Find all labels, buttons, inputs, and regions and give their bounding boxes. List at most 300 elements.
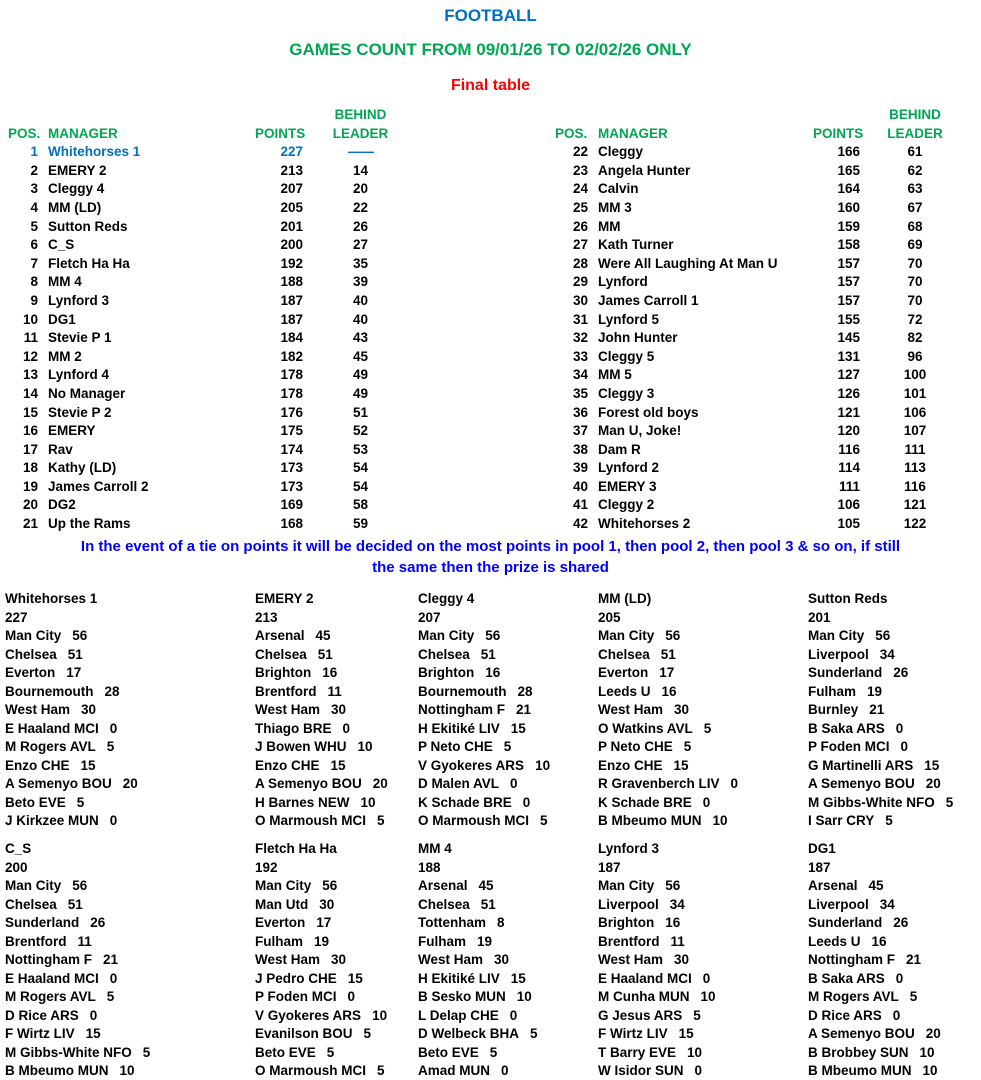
table-row [8,255,418,274]
breakdown-entry-value: 10 [687,1044,703,1060]
breakdown-entry-label: V Gyokeres ARS [255,1007,362,1023]
breakdown-entry-label: F Wirtz LIV [598,1026,668,1041]
breakdown-entry-label: K Schade BRE [418,794,512,810]
position-cell: 34 [572,367,588,383]
breakdown-entry-value: 11 [77,933,92,949]
breakdown-entry [808,1062,981,1080]
breakdown-entry [5,970,250,989]
manager-cell: Sutton Reds [48,218,128,234]
position-cell: 17 [22,441,38,457]
breakdown-entry-label: B Brobbey SUN [808,1044,909,1060]
breakdown-entry-value: 0 [522,794,531,810]
table-row [8,348,418,367]
breakdown-entry-label: Burnley [808,702,859,717]
position-cell: 24 [572,181,588,197]
manager-cell: MM 2 [48,348,82,364]
table-row [555,255,970,274]
breakdown-entry-label: A Semenyo BOU [5,776,112,791]
points-cell: 157 [837,255,860,271]
breakdown-entry-value: 51 [660,646,676,662]
behind-leader-cell: 122 [903,516,927,532]
position-cell: 15 [22,404,38,420]
breakdown-entry-value: 10 [372,1007,388,1023]
manager-cell: Lynford 4 [48,367,110,383]
breakdown-entry-label: B Mbeumo MUN [5,1063,109,1078]
breakdown-points-total: 207 [418,609,441,625]
breakdown-entry-label: Beto EVE [418,1044,479,1060]
manager-cell: Cleggy 3 [598,385,655,401]
breakdown-entry-label: M Rogers AVL [5,989,96,1004]
breakdown-entry [808,951,981,970]
breakdown-entry-label: A Semenyo BOU [808,776,915,791]
points-cell: 126 [837,385,860,401]
breakdown-entry [808,812,981,831]
table-row [8,496,418,515]
manager-cell: Man U, Joke! [598,423,682,439]
table-row [555,496,970,515]
breakdown-entry-value: 28 [517,683,533,699]
points-header: POINTS [813,125,864,141]
points-cell: 106 [837,497,860,513]
behind-leader-cell: 107 [903,423,927,439]
breakdown-entry [598,794,843,813]
breakdown-entry-label: West Ham [418,952,484,967]
manager-header: MANAGER [598,125,668,141]
position-cell: 3 [30,181,38,197]
breakdown-entry-label: Brighton [255,665,312,680]
breakdown-entry-value: 17 [659,665,675,680]
breakdown-entry-value: 34 [879,646,895,662]
breakdown-entry-label: H Barnes NEW [255,794,350,810]
points-cell: 187 [280,292,303,308]
breakdown-entry [598,970,843,989]
manager-cell: Cleggy [598,144,644,160]
breakdown-entry-value: 16 [871,933,887,949]
position-cell: 30 [572,292,588,308]
breakdown-entry [598,775,843,794]
breakdown-entry-value: 16 [661,683,677,699]
breakdown-entry-label: West Ham [255,702,321,717]
breakdown-entry-label: Thiago BRE [255,720,332,736]
table-row [8,422,418,441]
breakdown-entry-label: J Bowen WHU [255,739,347,754]
manager-cell: No Manager [48,385,126,401]
points-cell: 164 [837,181,860,197]
breakdown-entry-value: 5 [945,794,954,810]
breakdown-entry [5,896,250,915]
breakdown-entry-label: Sunderland [808,665,883,680]
breakdown-entry-label: Nottingham F [808,952,895,967]
behind-leader-cell: 70 [907,274,923,290]
position-cell: 1 [30,144,38,160]
standings-header-behind-line [8,106,418,125]
breakdown-entry-label: Brentford [5,933,67,949]
position-cell: 38 [572,441,588,457]
behind-leader-cell: 70 [907,255,923,271]
breakdown-entry-value: 0 [694,1063,703,1078]
manager-cell: MM 4 [48,274,82,290]
breakdown-manager-name: MM (LD) [598,591,652,606]
manager-cell: C_S [48,237,75,253]
behind-leader-cell: 113 [904,460,926,476]
table-row [555,348,970,367]
manager-cell: Were All Laughing At Man U [598,255,778,271]
breakdown-entry [598,627,843,646]
breakdown-entry [5,988,250,1007]
behind-leader-cell: 45 [352,348,369,364]
position-cell: 13 [22,367,38,383]
breakdown-entry [808,1044,981,1063]
manager-cell: Whitehorses 1 [48,144,141,160]
breakdown-entry-label: Fulham [418,933,467,949]
breakdown-entry-label: H Ekitiké LIV [418,970,500,986]
tie-break-note-line1: In the event of a tie on points it will be decided on the most points in pool 1, then pool 2, then pool 3 & so on, if still [80,538,901,555]
breakdown-entry [5,1062,250,1080]
points-cell: 157 [837,274,860,290]
breakdown-entry [598,646,843,665]
breakdown-entry-value: 10 [712,813,728,828]
breakdown-entry [598,812,843,831]
breakdown-points-total: 188 [418,859,441,875]
breakdown-entry [5,683,250,702]
table-row [555,292,970,311]
breakdown-entry-value: 0 [501,1063,509,1078]
breakdown-entry-value: 0 [730,776,739,791]
behind-leader-cell: 35 [352,255,369,271]
breakdown-entry-label: West Ham [598,952,664,967]
breakdown-entry-value: 5 [503,739,512,754]
breakdown-entry-label: Liverpool [808,646,869,662]
breakdown-entry-value: 30 [494,952,510,967]
breakdown-entry-value: 34 [669,896,685,912]
position-cell: 25 [572,199,588,215]
breakdown-entry-label: Liverpool [598,896,659,912]
breakdown-entry-label: P Foden MCI [255,989,337,1004]
position-cell: 39 [572,460,588,476]
points-cell: 111 [838,478,860,494]
breakdown-entry-label: P Foden MCI [808,739,890,754]
breakdown-entry-label: Man Utd [255,896,309,912]
position-cell: 10 [22,311,38,327]
breakdown-points-total: 205 [598,609,621,625]
breakdown-manager-name: MM 4 [418,841,452,856]
behind-leader-cell: 27 [352,237,369,253]
table-row [555,441,970,460]
behind-leader-cell: 100 [903,367,927,383]
breakdown-entry-value: 5 [530,1026,538,1041]
breakdown-entry [598,1025,843,1044]
table-row [555,162,970,181]
breakdown-entry [5,877,250,896]
breakdown-entry [808,646,981,665]
breakdown-entry [808,896,981,915]
breakdown-entry-value: 5 [909,989,918,1004]
breakdown-entry-label: Nottingham F [418,702,505,717]
breakdown-entry-label: Sunderland [5,915,80,930]
breakdown-entry-label: Bournemouth [418,683,507,699]
position-cell: 42 [572,516,588,532]
position-cell: 14 [22,385,38,401]
manager-cell: Angela Hunter [598,162,691,178]
breakdown-entry-label: Chelsea [5,646,57,662]
manager-cell: Lynford 2 [598,460,660,476]
breakdown-entry-value: 15 [924,757,940,773]
position-cell: 2 [30,162,38,178]
breakdown-entry-value: 10 [535,757,551,773]
behind-leader-cell: 67 [907,199,923,215]
points-cell: 182 [280,348,303,364]
behind-leader-cell: 106 [903,404,927,420]
breakdown-entry-value: 10 [516,989,532,1004]
breakdown-entry-value: 19 [477,933,493,949]
behind-leader-cell: 72 [907,311,923,327]
breakdown-entry-value: 10 [922,1063,938,1078]
manager-cell: Lynford [598,274,648,290]
breakdown-entry-label: M Gibbs-White NFO [5,1044,132,1060]
breakdown-entry [5,794,250,813]
breakdown-entry-label: R Gravenberch LIV [598,776,720,791]
table-row [8,199,418,218]
points-cell: 187 [280,311,303,327]
breakdown-entry [5,664,250,683]
behind-leader-cell: 22 [352,199,369,215]
points-cell: 105 [837,516,860,532]
breakdown-manager-name: Fletch Ha Ha [255,841,337,856]
breakdown-entry [808,775,981,794]
breakdown-entry-value: 0 [109,970,118,986]
position-cell: 27 [572,237,588,253]
breakdown-entry-label: B Sesko MUN [418,989,506,1004]
breakdown-entry [598,933,843,952]
manager-cell: EMERY [48,423,96,439]
table-row [8,385,418,404]
points-cell: 145 [837,330,860,346]
behind-leader-cell: 62 [907,162,923,178]
breakdown-manager-name: Lynford 3 [598,841,660,856]
breakdown-entry-label: Everton [5,665,56,680]
breakdown-entry-label: I Sarr CRY [808,813,875,828]
breakdown-entry-value: 51 [67,646,83,662]
breakdown-entry-value: 5 [693,1007,701,1023]
breakdown-entry-value: 15 [510,720,526,736]
breakdown-entry [808,664,981,683]
table-row [555,180,970,199]
manager-cell: Stevie P 1 [48,330,112,346]
table-row [555,459,970,478]
breakdown-entry [808,683,981,702]
points-cell: 173 [280,478,303,494]
breakdown-entry [808,738,981,757]
breakdown-entry-value: 26 [90,915,106,930]
breakdown-entry-value: 15 [80,757,96,773]
position-cell: 18 [22,460,38,476]
breakdown-entry-label: M Rogers AVL [5,739,96,754]
breakdown-entry [808,877,981,896]
breakdown-entry-label: Nottingham F [5,952,92,967]
breakdown-entry-value: 11 [670,933,685,949]
behind-leader-cell: 70 [907,292,923,308]
manager-cell: Lynford 3 [48,292,110,308]
breakdown-entry [5,775,250,794]
behind-leader-cell: 51 [352,404,369,420]
table-row [8,311,418,330]
breakdown-points-total: 227 [5,609,28,625]
breakdown-entry-value: 30 [319,896,335,912]
position-cell: 5 [30,218,38,234]
breakdown-entry [808,970,981,989]
breakdown-entry-value: 15 [678,1026,694,1041]
breakdown-entry-label: E Haaland MCI [598,970,692,986]
breakdown-entry-value: 19 [314,933,330,949]
table-row [8,143,418,162]
final-table-label: Final table [450,77,531,94]
breakdown-entry-label: M Rogers AVL [808,989,899,1004]
breakdown-entry [5,951,250,970]
breakdown-entry [598,1044,843,1063]
points-cell: 131 [837,348,860,364]
points-cell: 173 [280,460,303,476]
behind-leader-cell: 54 [352,460,369,476]
behind-leader-cell: 40 [352,292,369,308]
points-cell: 169 [280,497,303,513]
position-cell: 37 [572,423,588,439]
breakdown-entry-label: Man City [808,628,865,643]
breakdown-entry-label: F Wirtz LIV [5,1026,75,1041]
manager-cell: EMERY 3 [598,478,657,494]
points-cell: 114 [838,460,860,476]
behind-leader-cell: 54 [352,478,369,494]
breakdown-entry-label: D Welbeck BHA [418,1026,520,1041]
behind-leader-cell: —— [348,144,373,160]
table-row [8,236,418,255]
breakdown-entry-value: 56 [72,878,88,893]
behind-leader-cell: 101 [903,385,927,401]
breakdown-manager-name: DG1 [808,841,836,856]
points-cell: 201 [280,218,303,234]
breakdown-entry [5,738,250,757]
breakdown-entry-value: 5 [683,739,692,754]
breakdown-entry-label: Chelsea [255,646,307,662]
manager-cell: Cleggy 4 [48,181,105,197]
breakdown-entry-value: 5 [326,1044,335,1060]
table-row [8,478,418,497]
behind-leader-cell: 58 [352,497,369,513]
breakdown-entry-label: A Semenyo BOU [255,776,362,791]
manager-cell: Stevie P 2 [48,404,112,420]
breakdown-entry-value: 15 [330,757,346,773]
breakdown-entry-value: 20 [372,776,388,791]
breakdown-entry [598,914,843,933]
breakdown-manager-name: Whitehorses 1 [5,591,98,606]
breakdown-entry-value: 21 [516,702,532,717]
breakdown-entry-label: Beto EVE [5,794,66,810]
breakdown-entry [5,914,250,933]
behind-leader-cell: 68 [907,218,923,234]
breakdown-entry-label: D Rice ARS [5,1007,79,1023]
breakdown-entry-label: Arsenal [255,628,305,643]
points-header: POINTS [255,125,306,141]
points-cell: 120 [837,423,860,439]
breakdown-manager-name: Sutton Reds [808,591,888,606]
breakdown-entry-value: 17 [316,915,332,930]
manager-cell: MM (LD) [48,199,102,215]
breakdown-entry-label: O Watkins AVL [598,720,693,736]
breakdown-entry-value: 21 [906,952,922,967]
breakdown-entry-label: Man City [5,628,62,643]
standings-header-row [8,125,418,144]
breakdown-entry-value: 8 [497,915,505,930]
breakdown-entry-value: 0 [109,813,118,828]
breakdown-entry-value: 45 [868,878,884,893]
breakdown-entry-value: 26 [893,665,909,680]
breakdown-entry-label: Fulham [255,933,304,949]
breakdown-entry [598,1007,843,1026]
breakdown-entry-value: 56 [322,878,338,893]
behind-leader-cell: 116 [904,478,926,494]
breakdown-entry-value: 45 [478,878,494,893]
breakdown-entry [808,701,981,720]
manager-cell: MM 3 [598,199,632,215]
manager-cell: Cleggy 2 [598,497,655,513]
breakdown-entry-label: P Neto CHE [598,739,673,754]
points-cell: 166 [837,144,860,160]
breakdown-entry-label: Everton [598,665,649,680]
manager-cell: James Carroll 2 [48,478,149,494]
breakdown-entry-label: Liverpool [808,896,869,912]
breakdown-entry-value: 20 [925,776,941,791]
breakdown-entry [598,988,843,1007]
table-row [555,404,970,423]
breakdown-entry-value: 56 [665,628,681,643]
points-cell: 160 [837,199,860,215]
breakdown-entry-label: Fulham [808,683,857,699]
breakdown-entry [598,877,843,896]
pos-header: POS. [555,125,588,141]
leader-header: LEADER [887,125,943,141]
manager-cell: Cleggy 5 [598,348,655,364]
breakdown-entry-label: West Ham [255,952,321,967]
manager-cell: Kath Turner [598,237,674,253]
manager-cell: Calvin [598,181,639,197]
points-cell: 176 [280,404,303,420]
manager-cell: MM [598,218,621,234]
position-cell: 16 [22,423,38,439]
manager-cell: Dam R [598,441,641,457]
breakdown-entry-value: 30 [331,702,347,717]
breakdown-entry-value: 10 [357,739,373,754]
position-cell: 20 [22,497,38,513]
breakdown-points-total: 187 [598,859,621,875]
standings-header-behind-line [555,106,970,125]
breakdown-entry [5,720,250,739]
breakdown-entry-label: Enzo CHE [5,757,70,773]
manager-breakdown [598,840,843,1080]
table-row [555,218,970,237]
breakdown-entry-label: O Marmoush MCI [418,813,530,828]
breakdown-entry-label: Arsenal [808,878,858,893]
manager-breakdown [598,590,843,831]
breakdown-entry-value: 20 [122,776,138,791]
standings-table-right [555,106,970,534]
breakdown-entry-value: 5 [363,1026,372,1041]
table-row [555,236,970,255]
position-cell: 22 [572,144,588,160]
breakdown-entry-value: 11 [327,683,342,699]
breakdown-entry-value: 51 [317,646,333,662]
breakdown-entry-value: 30 [331,952,347,967]
breakdown-entry-value: 15 [347,970,363,986]
manager-cell: Rav [48,441,73,457]
